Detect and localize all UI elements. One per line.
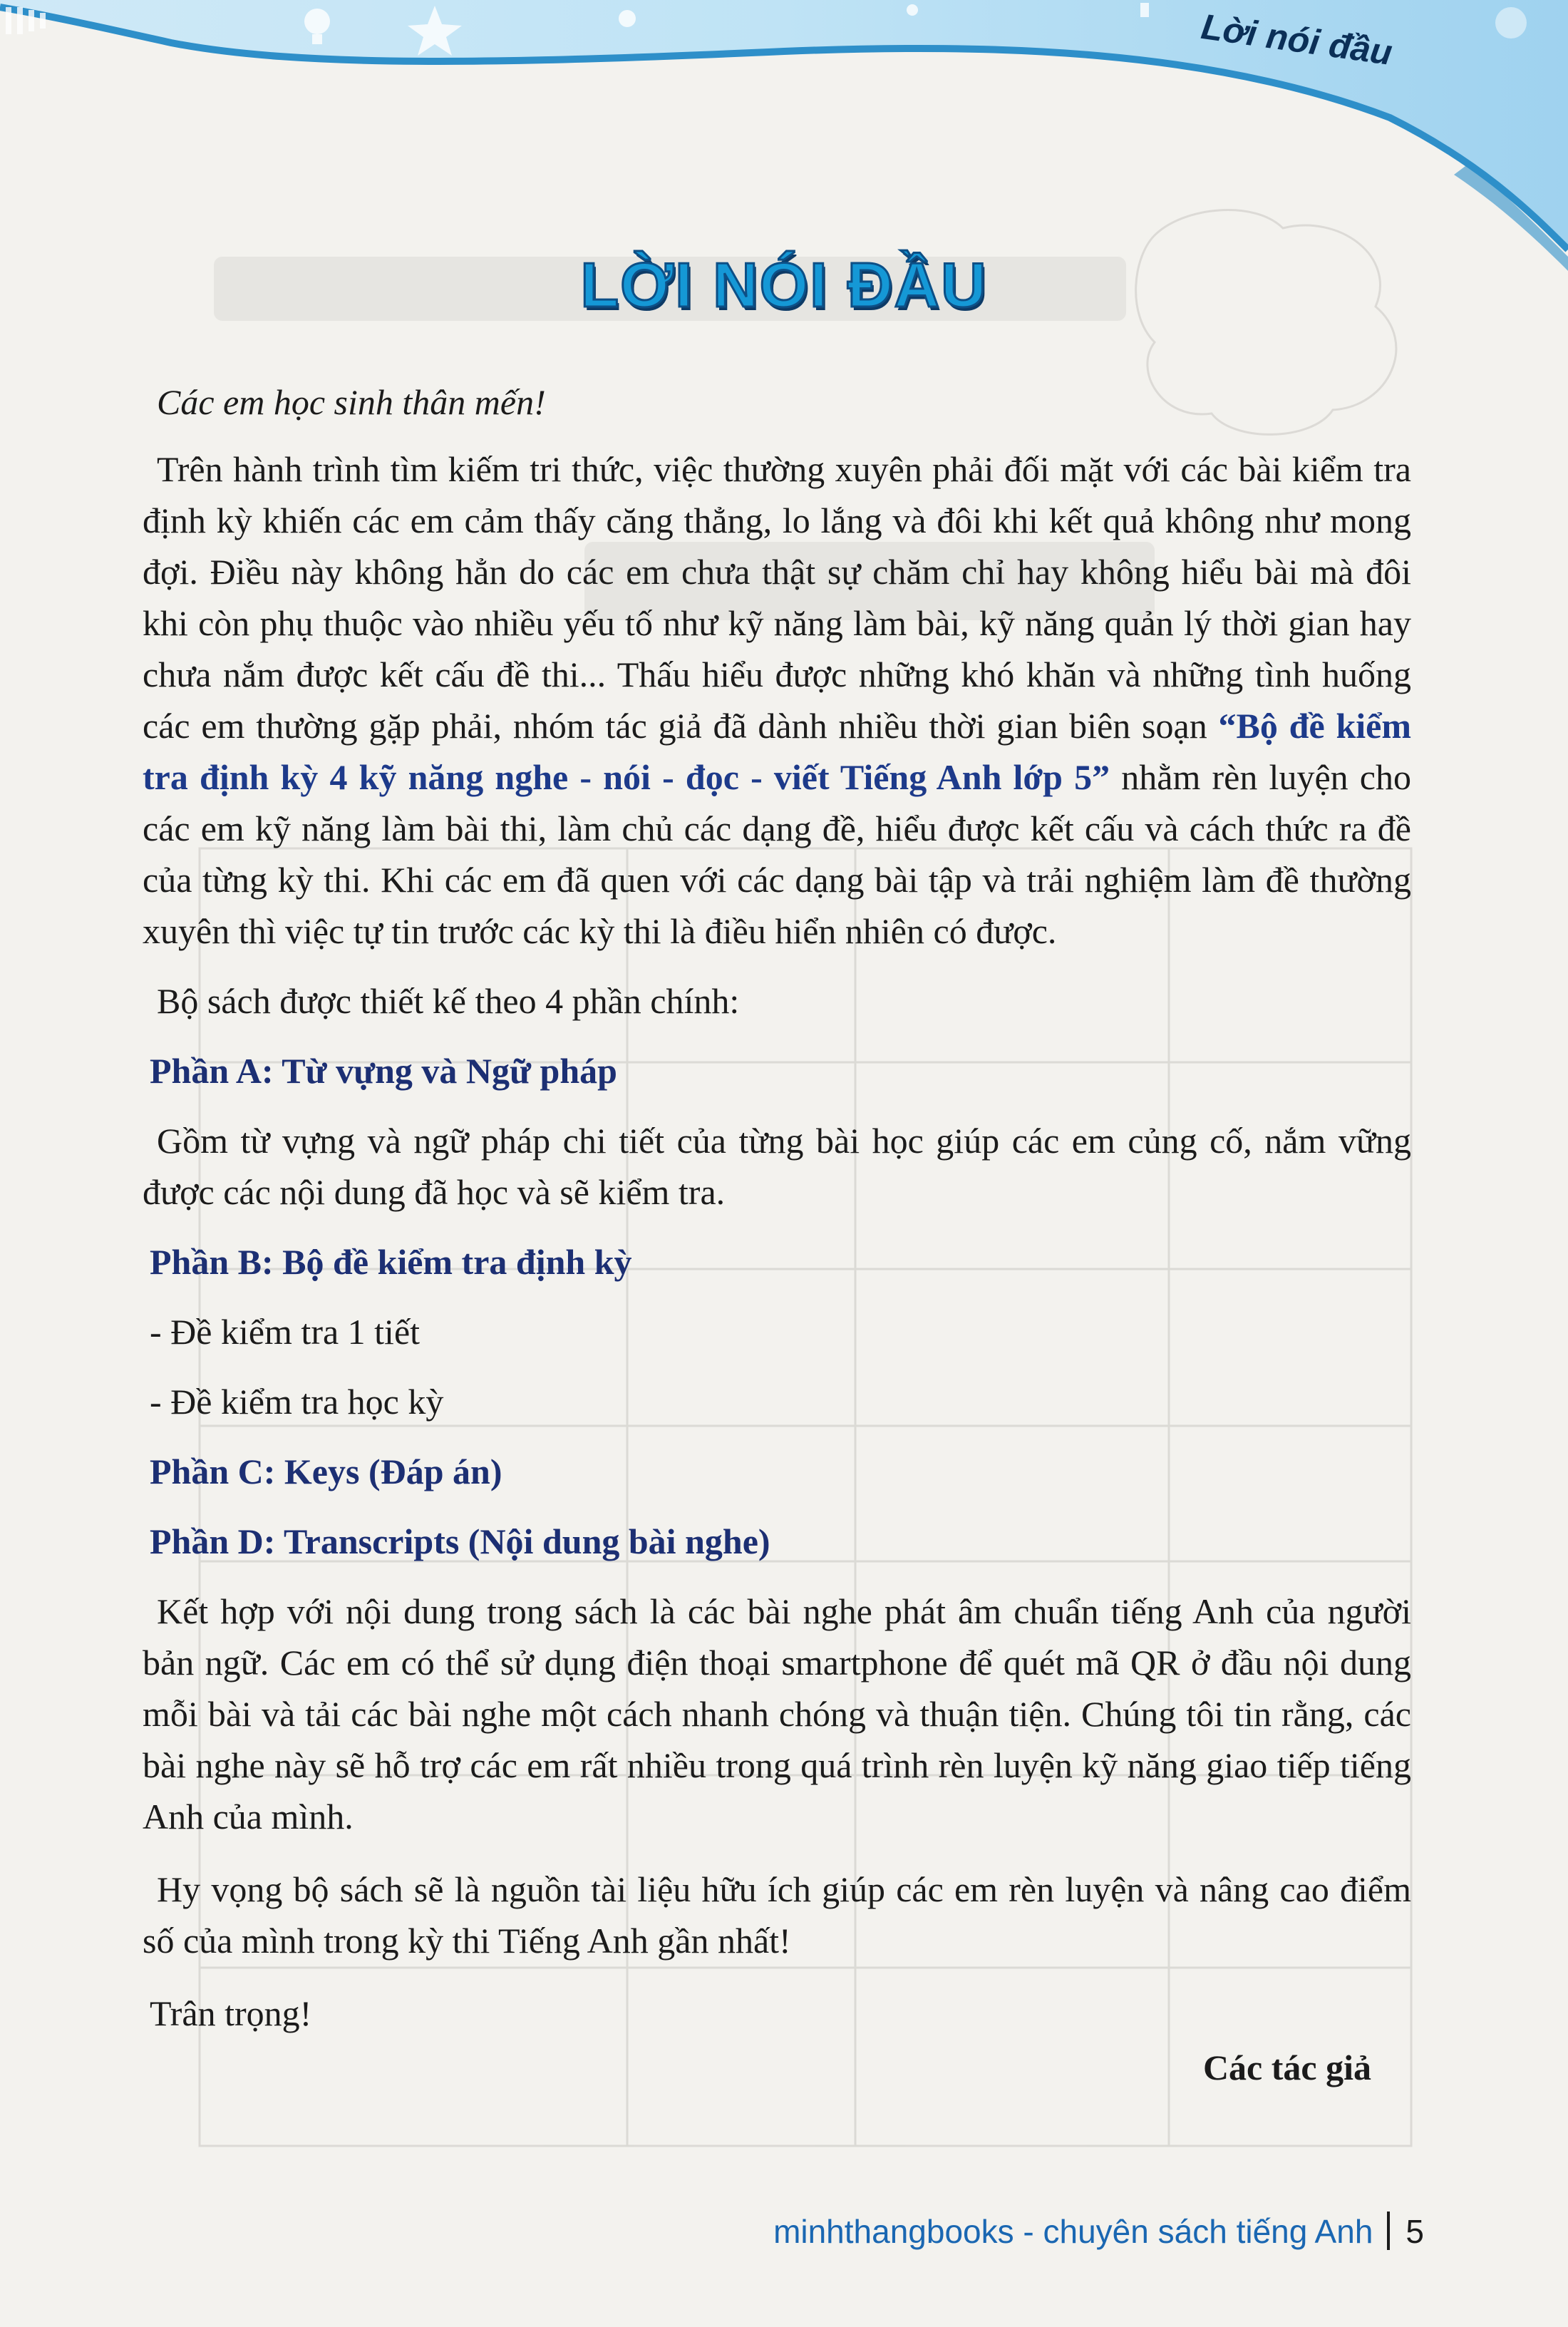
intro-paragraph: [143, 443, 1411, 957]
header-corner-label: Lời nói đầu: [1199, 6, 1396, 73]
intro-text-before-title: Trên hành trình tìm kiếm tri thức, việc thường xuyên phải đối mặt với các bài kiểm tra định kỳ khiến các em cảm thấy căng thẳng, lo lắng và đôi khi kết quả không như mong đợi. Điều này không hẳn do các em chưa thật sự chăm chỉ hay không hiểu bài mà đôi khi còn phụ thuộc vào nhiều yếu tố như kỹ năng làm bài, kỹ năng quản lý thời gian hay chưa nắm được kết cấu đề thi... Thấu hiểu được những khó khăn và những tình huống các em thường gặp phải, nhóm tác giả đã dành nhiều thời gian biên soạn: [143, 449, 1411, 746]
hope-paragraph: Hy vọng bộ sách sẽ là nguồn tài liệu hữu ích giúp các em rèn luyện và nâng cao điểm số của mình trong kỳ thi Tiếng Anh gần nhất!: [143, 1869, 1411, 1961]
page-title: LỜI NÓI ĐẦU: [580, 250, 988, 320]
part-a-description: Gồm từ vựng và ngữ pháp chi tiết của từng bài học giúp các em củng cố, nắm vững được các nội dung đã học và sẽ kiểm tra.: [143, 1121, 1411, 1212]
part-d-heading: Phần D: Transcripts (Nội dung bài nghe): [150, 1521, 770, 1561]
part-b-item: - Đề kiểm tra học kỳ: [150, 1382, 444, 1422]
signature: Các tác giả: [1202, 2048, 1371, 2087]
greeting: Các em học sinh thân mến!: [157, 382, 546, 422]
part-b-item: - Đề kiểm tra 1 tiết: [150, 1312, 421, 1352]
audio-paragraph: Kết hợp với nội dung trong sách là các bài nghe phát âm chuẩn tiếng Anh của người bản ngữ. Các em có thể sử dụng điện thoại smartphone để quét mã QR ở đầu nội dung mỗi bài và tải các bài nghe một cách nhanh chóng và thuận tiện. Chúng tôi tin rằng, các bài nghe này sẽ hỗ trợ các em rất nhiều trong quá trình rèn luyện kỹ năng giao tiếp tiếng Anh của mình.: [143, 1591, 1411, 1837]
preface-body: [143, 376, 1411, 2093]
page-number: 5: [1405, 2213, 1424, 2250]
part-b-heading: Phần B: Bộ đề kiểm tra định kỳ: [150, 1242, 632, 1282]
intro-text-after-title: nhằm rèn luyện cho các em kỹ năng làm bài thi, làm chủ các dạng đề, hiểu được kết cấu và cách thức ra đề của từng kỳ thi. Khi các em đã quen với các dạng bài tập và trải nghiệm làm đề thường xuyên thì việc tự tin trước các kỳ thi là điều hiển nhiên có được.: [143, 757, 1411, 951]
page-footer: [0, 2212, 1424, 2251]
part-a-heading: Phần A: Từ vựng và Ngữ pháp: [150, 1051, 617, 1091]
book-title: “Bộ đề kiểm tra định kỳ 4 kỹ năng nghe - nói - đọc - viết Tiếng Anh lớp 5”: [143, 706, 1411, 797]
footer-divider: [1387, 2212, 1390, 2250]
structure-intro: Bộ sách được thiết kế theo 4 phần chính:: [157, 981, 740, 1021]
part-c-heading: Phần C: Keys (Đáp án): [150, 1452, 502, 1491]
closing-line: Trân trọng!: [150, 1993, 312, 2033]
footer-publisher-text: minhthangbooks - chuyên sách tiếng Anh: [773, 2213, 1373, 2250]
